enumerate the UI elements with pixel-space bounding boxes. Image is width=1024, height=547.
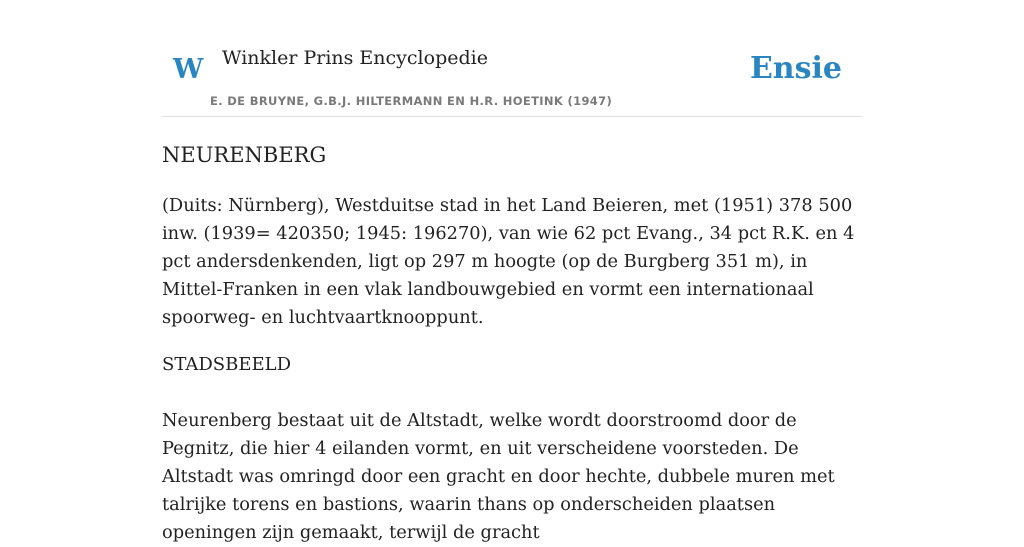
publication-logo-icon[interactable]: W [173, 54, 204, 85]
ensie-logo[interactable]: Ensie [749, 51, 842, 86]
publication-authors: E. DE BRUYNE, G.B.J. HILTERMANN EN H.R. HOETINK (1947) [210, 94, 613, 108]
section-heading: STADSBEELD [162, 354, 292, 375]
section-text: Neurenberg bestaat uit de Altstadt, welke wordt doorstroomd door de Pegnitz, die hier 4 eilanden vormt, en uit verscheidene voorsteden. De Altstadt was omringd door een gracht en door hechte, dubbele muren met talrijke torens en bastions, waarin thans op onderscheiden plaatsen openingen zijn gemaakt, terwijl de gracht [162, 410, 835, 543]
article-title: NEURENBERG [162, 143, 327, 167]
page [162, 0, 862, 543]
publication-title[interactable]: Winkler Prins Encyclopedie [222, 47, 488, 69]
header [162, 0, 862, 117]
article-intro: (Duits: Nürnberg), Westduitse stad in het Land Beieren, met (1951) 378 500 inw. (1939= 420350; 1945: 196270), van wie 62 pct Evang., 34 pct R.K. en 4 pct andersdenkenden, ligt op 297 m hoogte (op de Burgberg 351 m), in Mittel-Franken in een vlak landbouwgebied en vormt een internationaal spoorweg- en luchtvaartknooppunt. [162, 195, 855, 328]
